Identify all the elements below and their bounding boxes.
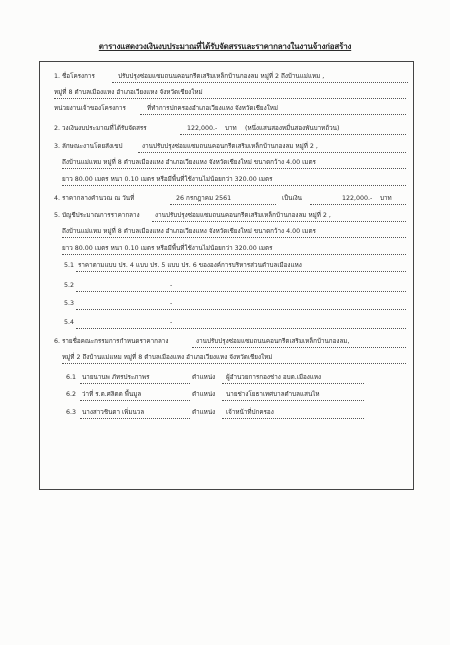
member2-position: นายช่างโยธาเทศบาลตำบลแสนไห bbox=[226, 391, 320, 398]
member1-position: ผู้อำนวยการกองช่าง อบต.เมืองแหง bbox=[226, 374, 322, 381]
item1-underline-1 bbox=[112, 82, 408, 83]
member3-position: เจ้าหน้าที่ปกครอง bbox=[226, 409, 274, 416]
member2-number: 6.2 bbox=[66, 391, 77, 398]
member3-position-label: ตำแหน่ง bbox=[192, 409, 216, 416]
item2-amount-words: (หนึ่งแสนสองหมื่นสองพันบาทถ้วน) bbox=[245, 125, 340, 132]
item3-underline-2 bbox=[62, 168, 406, 169]
item1-label: 1. ชื่อโครงการ bbox=[54, 73, 95, 80]
item4-underline-amount bbox=[310, 204, 406, 205]
item2-underline bbox=[180, 134, 406, 135]
item6-label: 6. รายชื่อคณะกรรมการกำหนดราคากลาง bbox=[54, 338, 169, 345]
item4-money-label: เป็นเงิน bbox=[282, 195, 302, 202]
item2-amount: 122,000.- bbox=[187, 125, 218, 132]
item5-line2: ถึงบ้านแม่แหม หมู่ที่ 8 ตำบลเมืองแหง อำเภอเวียงแหง จังหวัดเชียงใหม่ ขนาดกว้าง 4.00 เมตร bbox=[62, 228, 316, 235]
item4-date: 26 กรกฎาคม 2561 bbox=[176, 195, 232, 202]
item5-sub1-underline bbox=[76, 271, 406, 272]
item6-underline-1 bbox=[192, 347, 406, 348]
member1-position-underline bbox=[222, 383, 364, 384]
item5-sub1-text: ราคาตามแบบ ปร. 4 แบบ ปร. 5 แบบ ปร. 6 ขององค์การบริหารส่วนตำบลเมืองแหง bbox=[78, 262, 302, 269]
member2-position-underline bbox=[222, 400, 364, 401]
item3-line2: ถึงบ้านแม่แหม หมู่ที่ 8 ตำบลเมืองแหง อำเภอเวียงแหง จังหวัดเชียงใหม่ ขนาดกว้าง 4.00 เมตร bbox=[62, 159, 316, 166]
item3-label: 3. ลักษณะงานโดยสังเขป bbox=[54, 143, 123, 150]
item5-sub2-number: 5.2 bbox=[64, 282, 75, 289]
item2-label: 2. วงเงินงบประมาณที่ได้รับจัดสรร bbox=[54, 125, 147, 132]
item1-underline-2 bbox=[54, 98, 406, 99]
member1-name-underline bbox=[80, 383, 190, 384]
item5-sub1-number: 5.1 bbox=[64, 262, 75, 269]
item5-sub3-text: - bbox=[170, 300, 173, 307]
item4-amount: 122,000.- bbox=[342, 195, 373, 202]
member2-name-underline bbox=[80, 400, 190, 401]
item5-sub2-underline bbox=[76, 291, 406, 292]
item5-line3: ยาว 80.00 เมตร หนา 0.10 เมตร หรือมีพื้นที่ใช้งานไม่น้อยกว่า 320.00 เมตร bbox=[62, 245, 273, 252]
member2-name: ว่าที่ ร.ต.ศลิตต พื้นมูล bbox=[82, 391, 142, 398]
document-title: ตารางแสดงวงเงินงบประมาณที่ได้รับจัดสรรและราคากลางในงานจ้างก่อสร้าง bbox=[98, 42, 352, 51]
item3-line3: ยาว 80.00 เมตร หนา 0.10 เมตร หรือมีพื้นที่ใช้งานไม่น้อยกว่า 320.00 เมตร bbox=[62, 176, 273, 183]
item1-project-name-line1: ปรับปรุงซ่อมแซมถนนคอนกรีตเสริมเหล็กบ้านกองลม หมู่ที่ 2 ถึงบ้านแม่แหม , bbox=[118, 73, 325, 80]
item5-sub2-text: - bbox=[170, 282, 173, 289]
item6-line2: หมู่ที่ 2 ถึงบ้านแม่แหม หมู่ที่ 8 ตำบลเมืองแหง อำเภอเวียงแหง จังหวัดเชียงใหม่ bbox=[62, 354, 273, 361]
item5-sub3-underline bbox=[76, 309, 406, 310]
item1-agency-label: หน่วยงานเจ้าของโครงการ bbox=[54, 105, 126, 112]
member3-name-underline bbox=[80, 418, 190, 419]
member2-position-label: ตำแหน่ง bbox=[192, 391, 216, 398]
item1-project-name-line2: หมู่ที่ 8 ตำบลเมืองแหง อำเภอเวียงแหง จังหวัดเชียงใหม่ bbox=[54, 89, 203, 96]
item2-unit: บาท bbox=[225, 125, 237, 132]
item5-sub4-underline bbox=[76, 328, 406, 329]
member3-name: นางสาวชินตา เพิ่มนวล bbox=[82, 409, 145, 416]
item5-sub4-text: - bbox=[170, 319, 173, 326]
item3-underline-1 bbox=[138, 152, 406, 153]
member3-number: 6.3 bbox=[66, 409, 77, 416]
item5-underline-3 bbox=[62, 254, 406, 255]
item6-line1: งานปรับปรุงซ่อมแซมถนนคอนกรีตเสริมเหล็กบ้านกองลม, bbox=[196, 338, 350, 345]
item4-label: 4. ราคากลางคำนวณ ณ วันที่ bbox=[54, 195, 135, 202]
item4-underline-date bbox=[170, 204, 276, 205]
member1-position-label: ตำแหน่ง bbox=[192, 374, 216, 381]
item1-agency-value: ที่ทำการปกครองอำเภอเวียงแหง จังหวัดเชียงใหม่ bbox=[147, 105, 279, 112]
item5-sub3-number: 5.3 bbox=[64, 300, 75, 307]
item5-underline-1 bbox=[152, 221, 406, 222]
item5-underline-2 bbox=[62, 237, 406, 238]
item5-sub4-number: 5.4 bbox=[64, 319, 75, 326]
member3-position-underline bbox=[222, 418, 364, 419]
member1-name: นายนานพ ภัทรประภาพร bbox=[82, 374, 150, 381]
item3-underline-3 bbox=[62, 185, 406, 186]
item6-underline-2 bbox=[62, 363, 406, 364]
item4-unit: บาท bbox=[380, 195, 392, 202]
item5-line1: งานปรับปรุงซ่อมแซมถนนคอนกรีตเสริมเหล็กบ้านกองลม หมู่ที่ 2 , bbox=[155, 212, 331, 219]
item1-underline-3 bbox=[140, 114, 406, 115]
item3-line1: งานปรับปรุงซ่อมแซมถนนคอนกรีตเสริมเหล็กบ้านกองลม หมู่ที่ 2 , bbox=[142, 143, 318, 150]
member1-number: 6.1 bbox=[66, 374, 77, 381]
item5-label: 5. บัญชีประมาณการราคากลาง bbox=[54, 212, 140, 219]
